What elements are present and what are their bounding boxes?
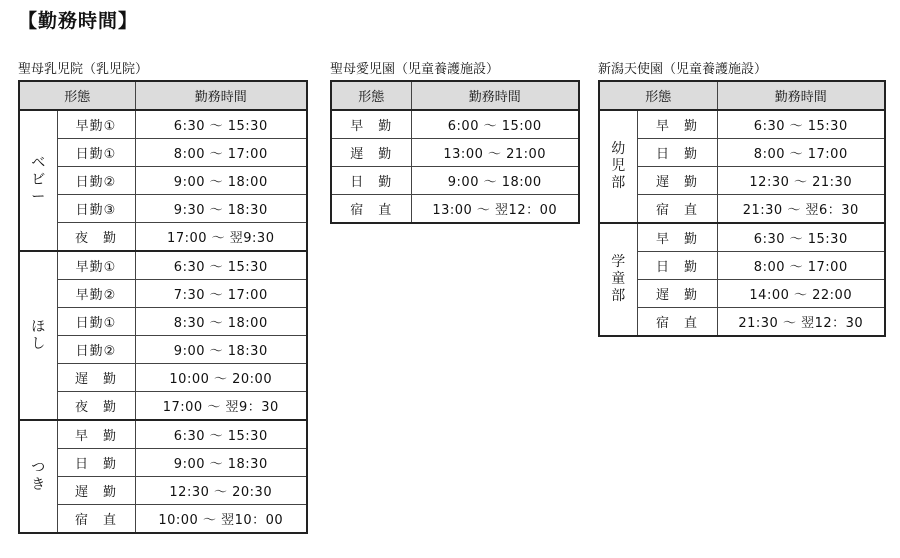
group-tsuki — [19, 420, 307, 533]
hours-cell: 17:00 〜 翌9:30 — [135, 223, 307, 252]
table-row — [599, 110, 885, 139]
table-header-row — [19, 81, 307, 110]
table-row — [19, 420, 307, 449]
table-row — [19, 392, 307, 421]
section-title: 聖母愛児園（児童養護施設） — [330, 62, 500, 77]
header-hours: 勤務時間 — [717, 81, 885, 110]
group-baby — [19, 110, 307, 251]
hours-cell: 6:00 〜 15:00 — [411, 110, 579, 139]
type-cell: 早勤① — [57, 251, 135, 280]
table-row — [331, 195, 579, 224]
hours-cell: 21:30 〜 翌12：30 — [717, 308, 885, 337]
type-cell: 夜 勤 — [57, 392, 135, 421]
table-row — [19, 110, 307, 139]
group-gakudoubu — [599, 223, 885, 336]
hours-cell: 14:00 〜 22:00 — [717, 280, 885, 308]
hours-cell: 8:00 〜 17:00 — [717, 139, 885, 167]
header-hours: 勤務時間 — [135, 81, 307, 110]
type-cell: 夜 勤 — [57, 223, 135, 252]
table-row — [19, 280, 307, 308]
hours-cell: 8:00 〜 17:00 — [717, 252, 885, 280]
hours-cell: 10:00 〜 20:00 — [135, 364, 307, 392]
type-cell: 日 勤 — [331, 167, 411, 195]
table-row — [599, 280, 885, 308]
hours-cell: 6:30 〜 15:30 — [135, 420, 307, 449]
hours-cell: 10:00 〜 翌10：00 — [135, 505, 307, 534]
header-type: 形態 — [19, 81, 135, 110]
table-row — [19, 195, 307, 223]
page-title: 【勤務時間】 — [18, 10, 139, 32]
header-type: 形態 — [331, 81, 411, 110]
type-cell: 日勤① — [57, 139, 135, 167]
type-cell: 日 勤 — [57, 449, 135, 477]
hours-cell: 8:30 〜 18:00 — [135, 308, 307, 336]
hours-cell: 9:00 〜 18:00 — [135, 167, 307, 195]
table-row — [19, 251, 307, 280]
section-title: 新潟天使園（児童養護施設） — [598, 62, 768, 77]
group-label-text: 学童部 — [611, 254, 626, 304]
table-row — [19, 505, 307, 534]
hours-cell: 12:30 〜 21:30 — [717, 167, 885, 195]
type-cell: 遅 勤 — [57, 364, 135, 392]
table-row — [19, 139, 307, 167]
table-row — [599, 308, 885, 337]
type-cell: 早勤② — [57, 280, 135, 308]
table-row — [599, 167, 885, 195]
table-header-row — [599, 81, 885, 110]
table-row — [19, 223, 307, 252]
type-cell: 日 勤 — [637, 139, 717, 167]
hours-cell: 9:00 〜 18:30 — [135, 336, 307, 364]
header-type: 形態 — [599, 81, 717, 110]
hours-cell: 17:00 〜 翌9：30 — [135, 392, 307, 421]
group-label-text: つき — [31, 459, 46, 493]
type-cell: 日勤② — [57, 167, 135, 195]
type-cell: 早 勤 — [637, 223, 717, 252]
type-cell: 遅 勤 — [57, 477, 135, 505]
table-row — [19, 308, 307, 336]
type-cell: 遅 勤 — [637, 280, 717, 308]
type-cell: 遅 勤 — [637, 167, 717, 195]
table-row — [19, 167, 307, 195]
table-row — [331, 167, 579, 195]
group-label — [599, 110, 637, 223]
section-seibo-nyujiin — [18, 60, 308, 534]
type-cell: 日勤① — [57, 308, 135, 336]
table-row — [331, 139, 579, 167]
type-cell: 早勤① — [57, 110, 135, 139]
type-cell: 宿 直 — [331, 195, 411, 224]
hours-cell: 7:30 〜 17:00 — [135, 280, 307, 308]
type-cell: 早 勤 — [57, 420, 135, 449]
hours-cell: 9:00 〜 18:30 — [135, 449, 307, 477]
type-cell: 日勤② — [57, 336, 135, 364]
section-seibo-aijien — [330, 60, 580, 224]
group-label-text: ベビー — [31, 155, 46, 205]
group-label — [19, 420, 57, 533]
group-youjibu — [599, 110, 885, 223]
table-row — [19, 336, 307, 364]
table-row — [599, 252, 885, 280]
table-row — [19, 477, 307, 505]
table-row — [599, 139, 885, 167]
type-cell: 遅 勤 — [331, 139, 411, 167]
type-cell: 早 勤 — [637, 110, 717, 139]
group-label — [19, 110, 57, 251]
hours-cell: 6:30 〜 15:30 — [135, 251, 307, 280]
hours-cell: 6:30 〜 15:30 — [717, 110, 885, 139]
schedule-table — [598, 80, 886, 337]
hours-cell: 13:00 〜 21:00 — [411, 139, 579, 167]
type-cell: 宿 直 — [637, 195, 717, 224]
group-label — [19, 251, 57, 420]
type-cell: 早 勤 — [331, 110, 411, 139]
table-header-row — [331, 81, 579, 110]
hours-cell: 6:30 〜 15:30 — [717, 223, 885, 252]
group-label-text: 幼児部 — [611, 141, 626, 191]
group-label-text: ほし — [31, 318, 46, 352]
hours-cell: 9:00 〜 18:00 — [411, 167, 579, 195]
type-cell: 日勤③ — [57, 195, 135, 223]
table-row — [599, 195, 885, 224]
hours-cell: 8:00 〜 17:00 — [135, 139, 307, 167]
table-row — [331, 110, 579, 139]
hours-cell: 12:30 〜 20:30 — [135, 477, 307, 505]
type-cell: 宿 直 — [637, 308, 717, 337]
table-row — [19, 364, 307, 392]
group-hoshi — [19, 251, 307, 420]
hours-cell: 6:30 〜 15:30 — [135, 110, 307, 139]
hours-cell: 13:00 〜 翌12：00 — [411, 195, 579, 224]
schedule-table — [18, 80, 308, 534]
table-row — [599, 223, 885, 252]
section-niigata-tenshien — [598, 60, 886, 337]
section-title: 聖母乳児院（乳児院） — [18, 62, 149, 77]
hours-cell: 9:30 〜 18:30 — [135, 195, 307, 223]
table-row — [19, 449, 307, 477]
hours-cell: 21:30 〜 翌6：30 — [717, 195, 885, 224]
type-cell: 宿 直 — [57, 505, 135, 534]
header-hours: 勤務時間 — [411, 81, 579, 110]
schedule-table — [330, 80, 580, 224]
group-label — [599, 223, 637, 336]
type-cell: 日 勤 — [637, 252, 717, 280]
